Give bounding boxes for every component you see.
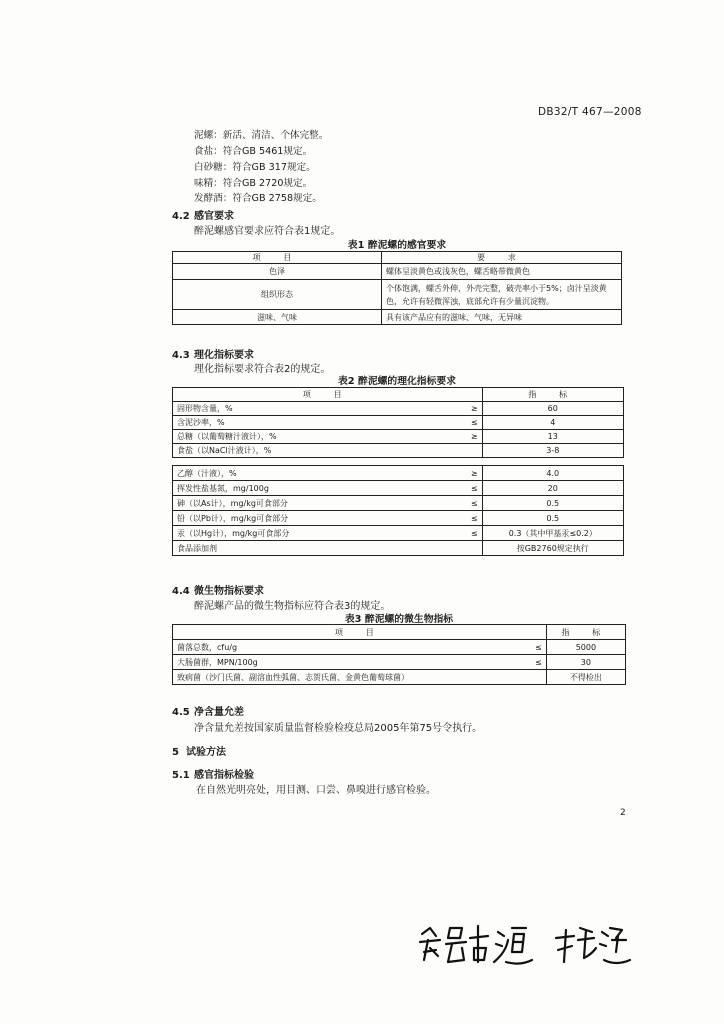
raw-material-item: 白砂糖：符合GB 317规定。 [194, 162, 316, 173]
table-cell: 组织形态 [173, 280, 382, 310]
table-row [173, 280, 622, 310]
table-row [173, 466, 624, 481]
table1-sensory [172, 251, 622, 325]
table-cell: 挥发性盐基氮，mg/100g [173, 481, 462, 496]
table-row [173, 264, 622, 280]
table3-caption: 表3 醉泥螺的微生物指标 [344, 614, 454, 625]
section-title: 感官要求 [194, 211, 234, 222]
table-cell: ≤ [526, 640, 547, 655]
table-cell: 5000 [546, 640, 625, 655]
table-cell: ≤ [462, 496, 483, 511]
section-text-4-5: 净含量允差按国家质量监督检验检疫总局2005年第75号令执行。 [194, 723, 483, 734]
section-number: 4.5 [172, 707, 190, 718]
section-heading-5 [172, 743, 226, 758]
table-cell: 个体饱满，螺舌外伸，外壳完整，破壳率小于5%；卤汁呈淡黄色，允许有轻微浑浊，底部允许有少量沉淀物。 [382, 280, 622, 310]
table-cell [526, 670, 547, 685]
section-number: 4.2 [172, 211, 190, 222]
table-cell: 具有该产品应有的滋味、气味，无异味 [382, 310, 622, 325]
table-cell: 不得检出 [546, 670, 625, 685]
table-cell: 13 [482, 430, 623, 444]
table-row [173, 402, 624, 416]
table-cell: ≥ [462, 466, 483, 481]
raw-material-item: 发酵酒：符合GB 2758规定。 [194, 193, 322, 204]
table-cell: 3-8 [482, 444, 623, 458]
table-cell: 总糖（以葡萄糖汁液计），% [173, 430, 462, 444]
table1-header-item: 项 目 [173, 252, 382, 264]
section-heading-4-5 [172, 703, 244, 718]
table-cell: ≥ [462, 402, 483, 416]
table3-header-item: 项 目 [173, 625, 547, 640]
table-cell: 0.5 [482, 511, 623, 526]
table-cell: 60 [482, 402, 623, 416]
table-cell: 4.0 [482, 466, 623, 481]
table-cell: 食品添加剂 [173, 541, 462, 556]
table-cell [173, 458, 624, 466]
table-row [173, 640, 626, 655]
page-number: 2 [620, 808, 626, 818]
table-cell: 汞（以Hg计），mg/kg可食部分 [173, 526, 462, 541]
table-cell: ≤ [462, 481, 483, 496]
section-title: 感官指标检验 [194, 770, 254, 781]
table-cell: 滋味、气味 [173, 310, 382, 325]
section-heading-5-1 [172, 766, 254, 781]
table-cell: 大肠菌群，MPN/100g [173, 655, 526, 670]
table-cell: 0.5 [482, 496, 623, 511]
table-cell: ≥ [462, 430, 483, 444]
table2-physicochemical [172, 387, 624, 556]
table3-microbial [172, 624, 626, 685]
table-cell: 0.3（其中甲基汞≤0.2） [482, 526, 623, 541]
table-cell: 乙醇（汁液），% [173, 466, 462, 481]
table-row [173, 444, 624, 458]
section-title: 微生物指标要求 [194, 586, 264, 597]
section-heading-4-3 [172, 346, 254, 361]
section-text-4-3: 理化指标要求符合表2的规定。 [194, 364, 331, 375]
table-cell [462, 541, 483, 556]
table-row [173, 541, 624, 556]
table-cell: ≤ [462, 526, 483, 541]
table2-caption: 表2 醉泥螺的理化指标要求 [338, 376, 456, 387]
table-cell: ≤ [526, 655, 547, 670]
raw-material-item: 泥螺：新活、清洁、个体完整。 [194, 130, 329, 141]
section-number: 5 [172, 747, 179, 758]
table-row [173, 430, 624, 444]
table-row [173, 416, 624, 430]
table-row [173, 310, 622, 325]
table-cell: ≤ [462, 511, 483, 526]
section-number: 4.3 [172, 350, 190, 361]
raw-material-item: 食盐：符合GB 5461规定。 [194, 146, 313, 157]
section-text-4-2: 醉泥螺感官要求应符合表1规定。 [194, 226, 341, 237]
table-cell: ≤ [462, 416, 483, 430]
table-cell: 菌落总数，cfu/g [173, 640, 526, 655]
table-row [173, 655, 626, 670]
table2-header-item: 项 目 [173, 388, 483, 402]
table-cell: 含泥沙率，% [173, 416, 462, 430]
section-heading-4-4 [172, 582, 264, 597]
table-row [173, 670, 626, 685]
standard-number: DB32/T 467—2008 [538, 106, 642, 118]
table2-header-value: 指 标 [482, 388, 623, 402]
table-cell: 20 [482, 481, 623, 496]
table-row [173, 496, 624, 511]
table-row [173, 526, 624, 541]
section-title: 试验方法 [186, 747, 226, 758]
table1-caption: 表1 醉泥螺的感官要求 [347, 240, 447, 251]
table-cell: 铅（以Pb计），mg/kg可食部分 [173, 511, 462, 526]
section-title: 理化指标要求 [194, 350, 254, 361]
section-text-4-4: 醉泥螺产品的微生物指标应符合表3的规定。 [194, 601, 391, 612]
table-cell: 30 [546, 655, 625, 670]
table-row [173, 511, 624, 526]
table3-header-value: 指 标 [546, 625, 625, 640]
table-cell: 色泽 [173, 264, 382, 280]
table-cell: 按GB2760规定执行 [482, 541, 623, 556]
table-cell: 砷（以As计），mg/kg可食部分 [173, 496, 462, 511]
table-row [173, 481, 624, 496]
section-number: 4.4 [172, 586, 190, 597]
handwritten-signature [416, 922, 636, 968]
table-cell: 食盐（以NaCl汁液计），% [173, 444, 462, 458]
table-cell: 致病菌（沙门氏菌、副溶血性弧菌、志贺氏菌、金黄色葡萄球菌） [173, 670, 526, 685]
table-cell [462, 444, 483, 458]
section-heading-4-2 [172, 207, 234, 222]
table1-header-req: 要 求 [382, 252, 622, 264]
table-cell: 4 [482, 416, 623, 430]
section-title: 净含量允差 [194, 707, 244, 718]
table-cell: 螺体呈淡黄色或浅灰色，螺舌略带微黄色 [382, 264, 622, 280]
table-cell: 固形物含量，% [173, 402, 462, 416]
raw-material-item: 味精：符合GB 2720规定。 [194, 178, 313, 189]
section-number: 5.1 [172, 770, 190, 781]
section-text-5-1: 在自然光明亮处，用目测、口尝、鼻嗅进行感官检验。 [196, 785, 436, 796]
